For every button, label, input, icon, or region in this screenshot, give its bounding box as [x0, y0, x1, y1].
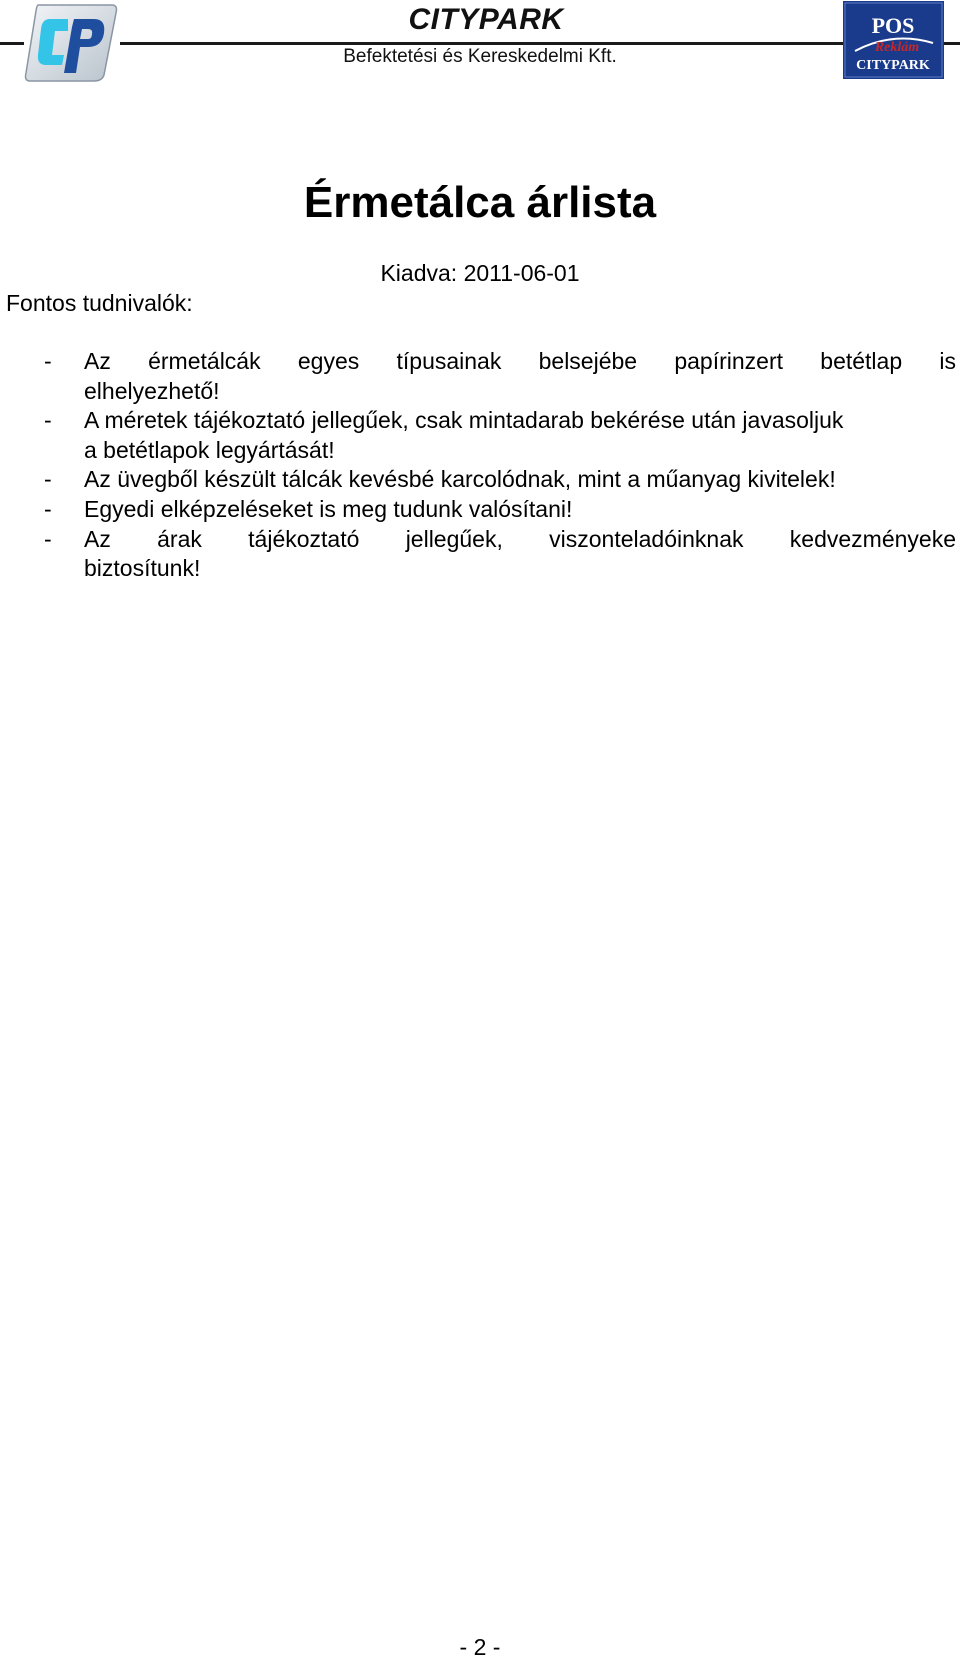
note-text-continued: a betétlapok legyártását! [84, 436, 335, 463]
note-text: Egyedi elképzeléseket is meg tudunk valósítani! [84, 495, 573, 522]
note-bullet: - [44, 495, 52, 522]
note-text: A méretek tájékoztató jellegűek, csak mintadarab bekérése után javasoljuk [84, 407, 844, 434]
note-text: Az érmetálcák egyes típusainak belsejébe papírinzert betétlap is [84, 348, 956, 374]
issued-date: Kiadva: 2011-06-01 [380, 260, 580, 286]
note-item [44, 495, 956, 525]
note-text: Az üvegből készült tálcák kevésbé karcolódnak, mint a műanyag kivitelek! [84, 466, 836, 493]
document-title: Érmetálca árlista [303, 178, 657, 227]
note-item [44, 347, 956, 406]
page-number: - 2 - [459, 1634, 501, 1660]
note-item [44, 525, 956, 584]
note-item [44, 465, 956, 495]
cp-logo-icon [24, 1, 120, 85]
pos-logo-line1: POS [871, 13, 915, 38]
note-bullet: - [44, 407, 52, 434]
pos-reklam-logo-icon [843, 1, 944, 79]
company-name: CITYPARK [376, 2, 596, 38]
note-bullet: - [44, 525, 52, 552]
pos-logo-line2: Reklám [874, 40, 920, 55]
pos-logo-line3: CITYPARK [856, 58, 930, 73]
note-text-continued: biztosítunk! [84, 555, 201, 582]
company-subtitle: Befektetési és Kereskedelmi Kft. [343, 46, 617, 67]
note-text-continued: elhelyezhető! [84, 377, 220, 404]
note-bullet: - [44, 348, 52, 374]
note-text: Az árak tájékoztató jellegűek, viszonteladóinknak kedvezményeke [84, 525, 956, 552]
notes-list [44, 347, 956, 584]
note-item [44, 406, 956, 465]
notes-heading: Fontos tudnivalók: [6, 290, 193, 316]
note-bullet: - [44, 466, 52, 493]
